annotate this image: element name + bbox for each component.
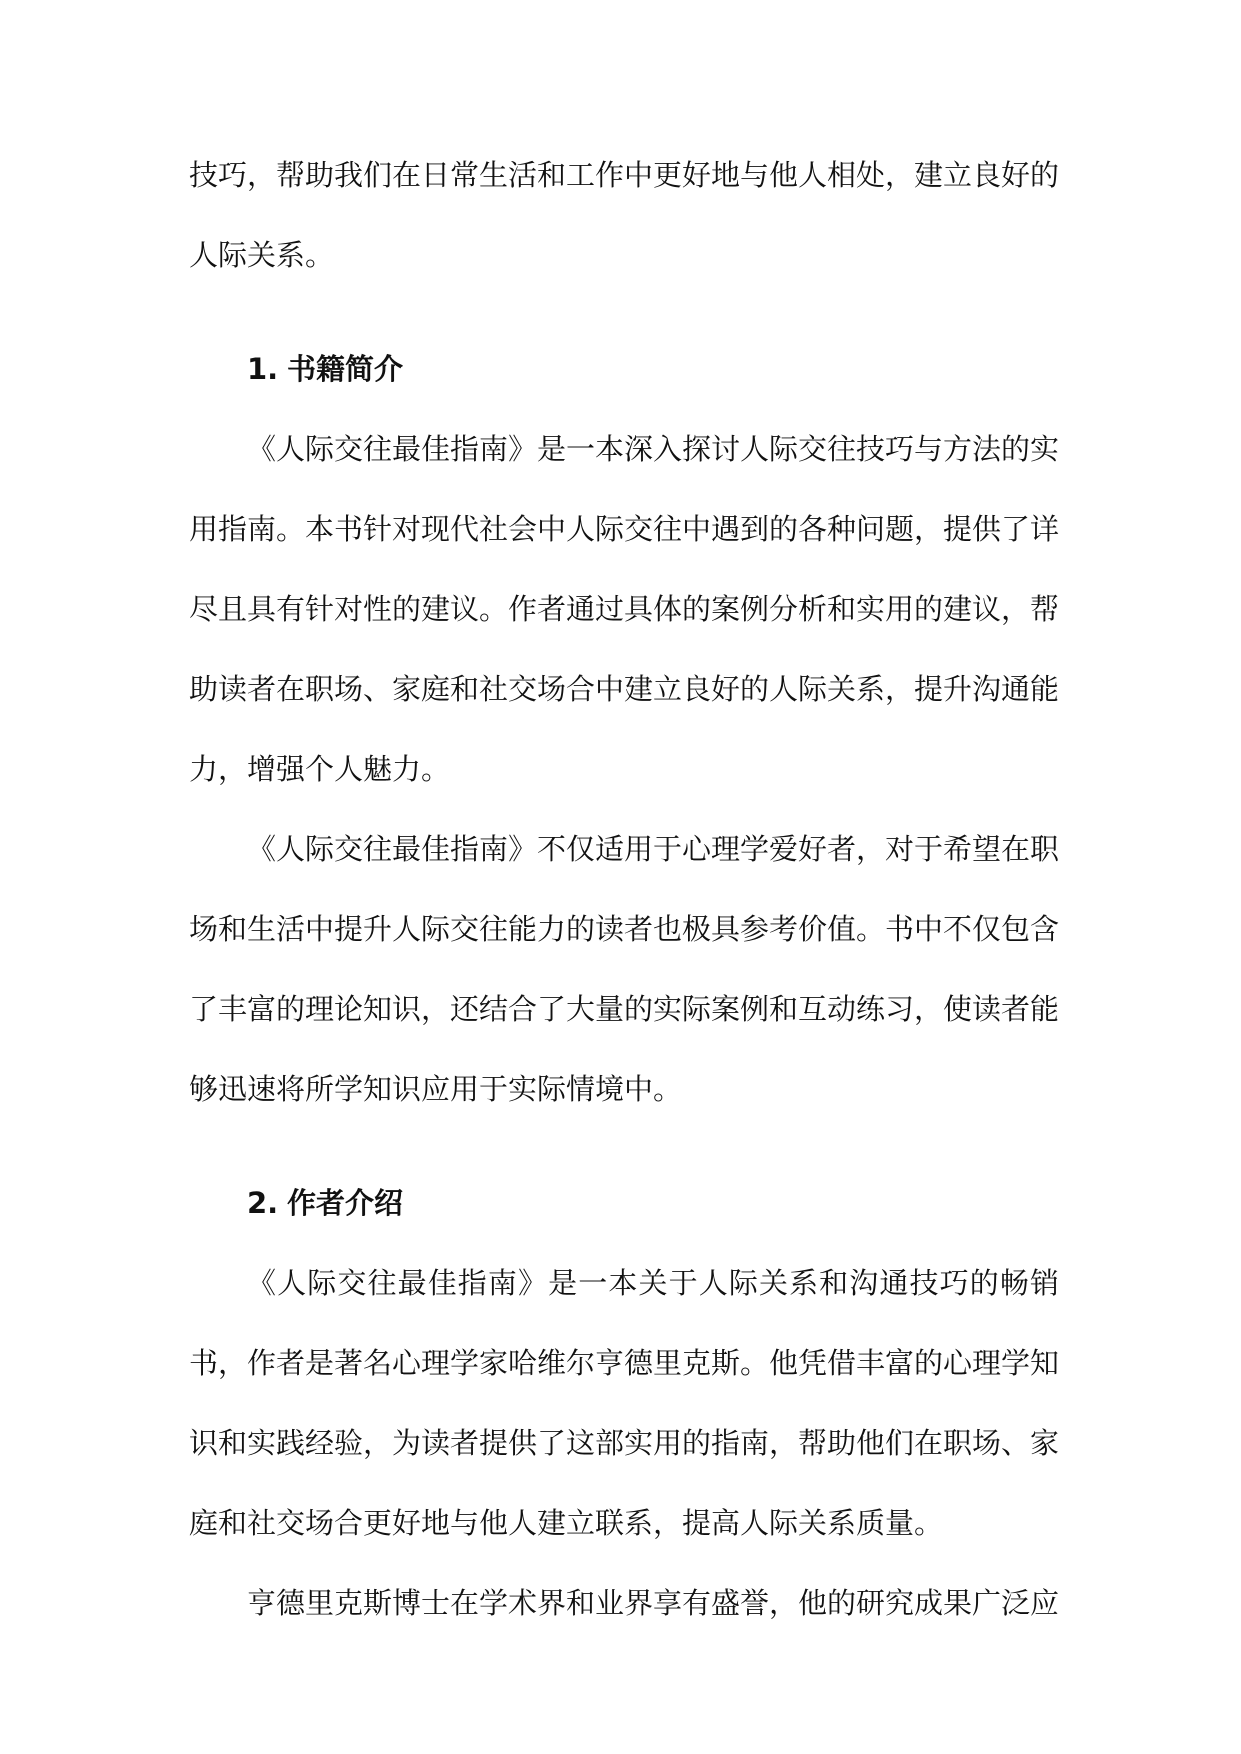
section-paragraph: 亨德里克斯博士在学术界和业界享有盛誉，他的研究成果广泛应 bbox=[247, 1586, 1060, 1620]
document-body bbox=[189, 135, 1059, 1643]
section-paragraph: 《人际交往最佳指南》不仅适用于心理学爱好者，对于希望在职场和生活中提升人际交往能力的读者也极具参考价值。书中不仅包含了丰富的理论知识，还结合了大量的实际案例和互动练习，使读者能够迅速将所学知识应用于实际情境中。 bbox=[189, 832, 1060, 1106]
section-number: 1. bbox=[247, 352, 279, 386]
section-gap bbox=[189, 1129, 1059, 1163]
section-title: 书籍简介 bbox=[287, 352, 404, 386]
section-gap bbox=[189, 295, 1059, 329]
section-paragraph: 《人际交往最佳指南》是一本深入探讨人际交往技巧与方法的实用指南。本书针对现代社会中人际交往中遇到的各种问题，提供了详尽且具有针对性的建议。作者通过具体的案例分析和实用的建议，帮助读者在职场、家庭和社交场合中建立良好的人际关系，提升沟通能力，增强个人魅力。 bbox=[189, 432, 1060, 786]
section-heading-book-intro bbox=[189, 329, 1059, 409]
section-heading-author-intro bbox=[189, 1163, 1059, 1243]
section-number: 2. bbox=[247, 1186, 279, 1220]
intro-paragraph: 技巧，帮助我们在日常生活和工作中更好地与他人相处，建立良好的人际关系。 bbox=[189, 158, 1060, 272]
section-title: 作者介绍 bbox=[287, 1186, 404, 1220]
section-paragraph: 《人际交往最佳指南》是一本关于人际关系和沟通技巧的畅销书，作者是著名心理学家哈维尔亨德里克斯。他凭借丰富的心理学知识和实践经验，为读者提供了这部实用的指南，帮助他们在职场、家庭和社交场合更好地与他人建立联系，提高人际关系质量。 bbox=[189, 1266, 1060, 1540]
